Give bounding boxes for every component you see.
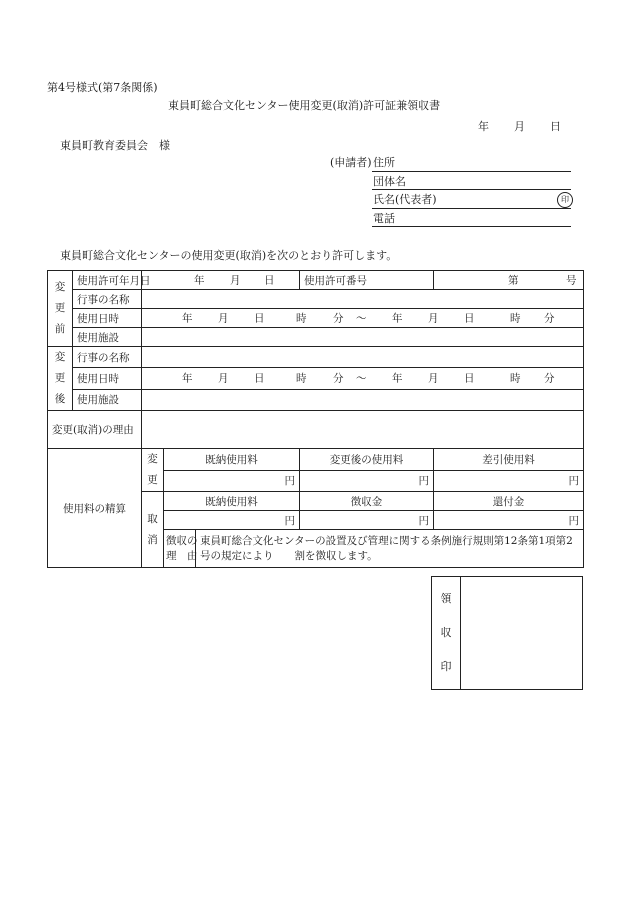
before-datetime-row <box>48 309 584 328</box>
receipt-stamp-box <box>431 576 583 690</box>
after-event-name-value[interactable] <box>142 347 584 368</box>
applicant-address-line <box>372 171 571 172</box>
permit-number-label: 使用許可番号 <box>300 271 434 290</box>
cancel-refund-amount[interactable]: 円 <box>434 511 584 530</box>
cancel-header-refund: 還付金 <box>434 492 584 511</box>
applicant-group-label: 団体名 <box>373 175 406 188</box>
before-datetime-label: 使用日時 <box>73 309 142 328</box>
before-event-row <box>48 290 584 309</box>
seal-mark: 印 <box>557 192 573 208</box>
after-datetime-value[interactable]: 年 月 日 時 分 ～ 年 月 日 時 分 <box>142 368 584 389</box>
after-facility-label: 使用施設 <box>73 389 142 410</box>
after-event-row <box>48 347 584 368</box>
cancel-header-paid: 既納使用料 <box>164 492 300 511</box>
cancel-paid-amount[interactable]: 円 <box>164 511 300 530</box>
collection-reason-text: 東員町総合文化センターの設置及び管理に関する条例施行規則第12条第1項第2号の規定により 割を徴収します。 <box>196 530 584 568</box>
after-datetime-row <box>48 368 584 389</box>
issue-date-year: 年 <box>478 120 489 133</box>
before-facility-row <box>48 328 584 347</box>
fee-change-label: 変 更 <box>142 449 164 492</box>
applicant-phone-line <box>372 226 571 227</box>
document-title: 東員町総合文化センター使用変更(取消)許可証兼領収書 <box>168 99 441 112</box>
change-header-new-fee: 変更後の使用料 <box>300 449 434 471</box>
fee-change-header-row <box>48 449 584 471</box>
before-facility-value[interactable] <box>142 328 584 347</box>
change-paid-amount[interactable]: 円 <box>164 470 300 492</box>
applicant-group-line <box>372 189 571 190</box>
before-event-name-value[interactable] <box>142 290 584 309</box>
before-section-label: 変 更 前 <box>48 271 73 347</box>
cancel-collection-amount[interactable]: 円 <box>300 511 434 530</box>
permit-number-value[interactable]: 第 号 <box>434 271 584 290</box>
cancel-header-collection: 徴収金 <box>300 492 434 511</box>
receipt-label: 領 収 印 <box>432 577 461 690</box>
before-event-name-label: 行事の名称 <box>73 290 142 309</box>
permit-date-value[interactable]: 年 月 日 <box>142 271 300 290</box>
receipt-stamp-area[interactable] <box>461 577 583 690</box>
fee-cancel-label: 取 消 <box>142 492 164 568</box>
change-header-paid: 既納使用料 <box>164 449 300 471</box>
applicant-name-line <box>372 208 571 209</box>
reason-value[interactable] <box>142 411 584 449</box>
reason-label: 変更(取消)の理由 <box>48 411 142 449</box>
permit-date-label: 使用許可年月日 <box>73 271 142 290</box>
before-datetime-value[interactable]: 年 月 日 時 分 ～ 年 月 日 時 分 <box>142 309 584 328</box>
fee-settlement-label: 使用料の精算 <box>48 449 142 568</box>
before-facility-label: 使用施設 <box>73 328 142 347</box>
applicant-name-label: 氏名(代表者) <box>373 193 437 206</box>
change-new-fee-amount[interactable]: 円 <box>300 470 434 492</box>
addressee: 東員町教育委員会 様 <box>60 139 170 152</box>
change-difference-amount[interactable]: 円 <box>434 470 584 492</box>
applicant-phone-label: 電話 <box>373 212 395 225</box>
after-event-name-label: 行事の名称 <box>73 347 142 368</box>
applicant-address-label: 住所 <box>373 156 395 169</box>
after-section-label: 変 更 後 <box>48 347 73 411</box>
before-permit-date-row <box>48 271 584 290</box>
form-number: 第4号様式(第7条関係) <box>47 81 158 94</box>
issue-date-day: 日 <box>550 120 561 133</box>
collection-reason-label: 徴収の 理 由 <box>164 530 196 568</box>
reason-row <box>48 411 584 449</box>
after-datetime-label: 使用日時 <box>73 368 142 389</box>
change-header-difference: 差引使用料 <box>434 449 584 471</box>
permit-form-table <box>47 270 584 568</box>
after-facility-row <box>48 389 584 410</box>
permission-statement: 東員町総合文化センターの使用変更(取消)を次のとおり許可します。 <box>60 249 398 262</box>
applicant-label: (申請者) <box>330 156 372 169</box>
issue-date-month: 月 <box>514 120 525 133</box>
after-facility-value[interactable] <box>142 389 584 410</box>
